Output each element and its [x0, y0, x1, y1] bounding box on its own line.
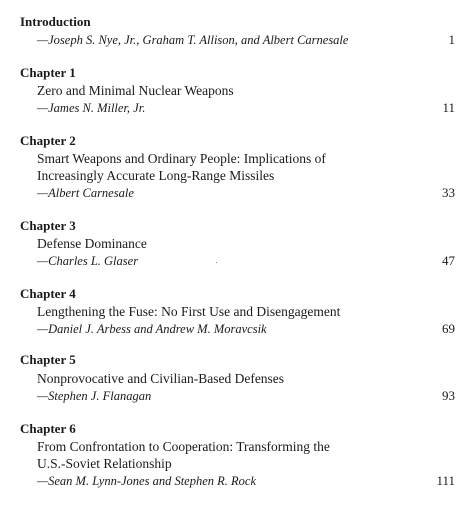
entry-heading: Chapter 3 — [20, 218, 76, 233]
entry-title-line: Increasingly Accurate Long-Range Missiles — [37, 168, 275, 183]
entry-page-number: 47 — [442, 253, 455, 268]
entry-author: —Daniel J. Arbess and Andrew M. Moravcsik — [37, 322, 267, 336]
entry-heading: Chapter 5 — [20, 352, 76, 367]
entry-title-line: From Confrontation to Cooperation: Transforming the — [37, 439, 330, 454]
entry-heading: Chapter 2 — [20, 133, 76, 148]
entry-title-line: Lengthening the Fuse: No First Use and Disengagement — [37, 304, 341, 319]
entry-author: —Charles L. Glaser — [37, 254, 139, 268]
entry-title-line: Nonprovocative and Civilian-Based Defenses — [37, 371, 285, 386]
entry-title-line: Smart Weapons and Ordinary People: Implications of — [37, 151, 326, 166]
entry-page-number: 93 — [442, 388, 455, 403]
entry-page-number: 111 — [436, 473, 455, 488]
entry-page-number: 33 — [442, 185, 455, 200]
entry-author: —Stephen J. Flanagan — [37, 389, 152, 403]
entry-heading: Chapter 6 — [20, 421, 76, 436]
entry-title-line: Defense Dominance — [37, 236, 147, 251]
entry-heading: Chapter 1 — [20, 65, 76, 80]
entry-page-number: 1 — [448, 32, 455, 47]
entry-author: —Albert Carnesale — [37, 186, 134, 200]
entry-page-number: 69 — [442, 321, 455, 336]
entry-title-line: U.S.-Soviet Relationship — [37, 456, 172, 471]
entry-page-number: 11 — [442, 100, 455, 115]
entry-author: —James N. Miller, Jr. — [37, 101, 146, 115]
scan-speck — [216, 262, 217, 263]
entry-author: —Sean M. Lynn-Jones and Stephen R. Rock — [37, 474, 257, 488]
entry-heading: Introduction — [20, 14, 91, 29]
entry-title-line: Zero and Minimal Nuclear Weapons — [37, 83, 234, 98]
entry-author: —Joseph S. Nye, Jr., Graham T. Allison, and Albert Carnesale — [37, 33, 349, 47]
entry-heading: Chapter 4 — [20, 286, 76, 301]
